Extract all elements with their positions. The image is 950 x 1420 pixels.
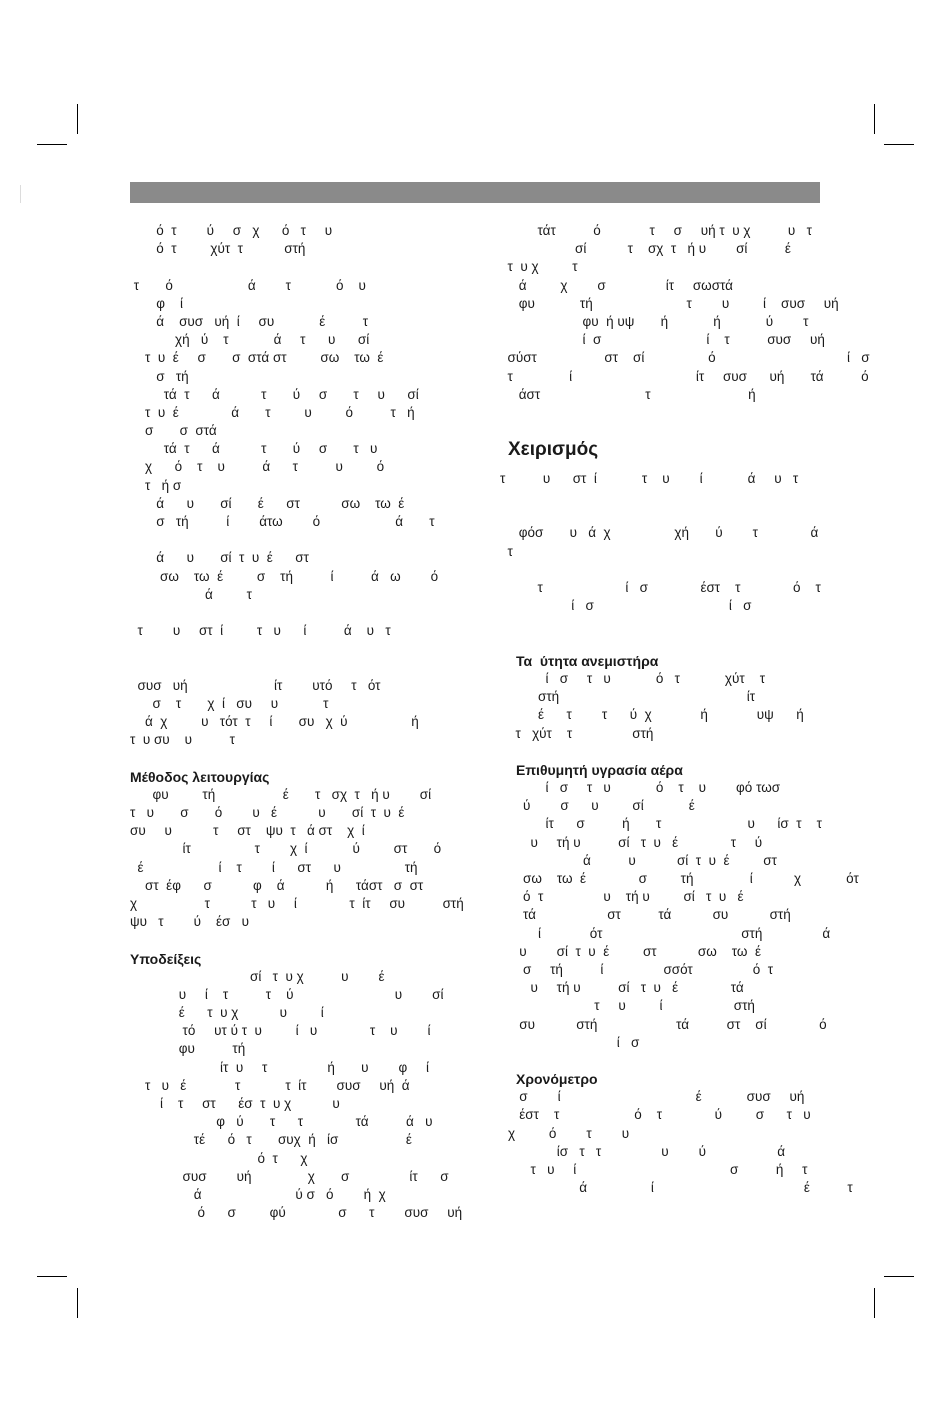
text-line: ό σ φύ σ τ συσ υή [130,1205,463,1221]
margin-mark [20,185,21,203]
right-paragraph-1 [500,222,870,404]
right-paragraph-4 [500,579,820,615]
right-paragraph-2 [500,470,820,488]
section-title-operation: Χειρισμός [508,438,599,460]
text-line: ά υ σί τ υ έ στ [508,852,777,868]
crop-mark-bottom-left-horizontal [37,1276,67,1277]
text-line: ά ί έ τ [508,1180,853,1196]
text-line: υ τή υ σί τ υ έ τά [508,980,744,996]
tips-paragraph [130,968,463,1223]
text-line: τ ό ά τ ό υ [130,277,366,293]
text-line: συ υ τ στ ψυ τ ά στ χ ί [130,823,365,839]
left-paragraph-1 [130,222,460,258]
timer-paragraph [508,1088,853,1197]
text-line: σί τ υ χ υ έ [130,968,385,984]
text-line: ί τ στ έσ τ υ χ υ [130,1096,340,1112]
text-line: χ ό τ υ [508,1125,630,1141]
text-line: ί σ [508,1034,640,1050]
text-line: τ χύτ τ στή [508,725,654,741]
text-line: στ έφ σ φ ά ή τάστ σ στ [130,877,424,893]
text-line: φυ τή έ τ σχ τ ή υ σί [130,786,432,802]
text-line: έ τ υ χ υ ί [130,1005,324,1021]
text-line: ά χ σ ίτ σωστά [500,277,733,293]
text-line: τ υ στ ί τ υ ί ά υ τ [500,470,799,486]
crop-mark-bottom-right-horizontal [884,1276,914,1277]
text-line: υ σί τ υ έ στ σω τω έ [508,943,761,959]
text-line: συσ υή ίτ υτό τ ότ [130,677,381,693]
text-line: χή ύ τ ά τ υ σί [130,332,370,348]
text-line: τ υ ί σ ή τ [508,1162,808,1178]
text-line: ίσ τ τ υ ύ ά [508,1143,786,1159]
text-line: ί ότ στή ά [508,925,831,941]
text-line: χ ό τ υ ά τ υ ό [130,459,385,475]
text-line: στή ίτ [508,689,756,705]
text-line: σύστ στ σί ό ί σ [500,350,870,366]
humidity-paragraph [508,779,859,1052]
heading-method: Μέθοδος λειτουργίας [130,768,270,785]
text-line: τά τ ά τ ύ σ τ υ σί [130,386,419,402]
header-bar [130,182,820,203]
method-paragraph [130,786,464,932]
text-line: τ [500,543,513,559]
text-line: τό υτ ύ τ υ ί υ τ υ ί [130,1023,431,1039]
text-line: έστ τ ό τ ύ σ τ υ [508,1107,811,1123]
text-line: υ τή υ σί τ υ έ τ ύ [508,834,763,850]
crop-mark-top-right-vertical [874,104,875,134]
text-line: ύ σ υ σί έ [508,798,695,814]
text-line: ό τ υ τή υ σί τ υ έ [508,889,744,905]
text-line: φ ί [130,295,184,311]
text-line: σί τ σχ τ ή υ σί έ [500,241,791,257]
crop-mark-bottom-right-vertical [874,1288,875,1318]
text-line: τ υ έ ά τ υ ό τ ή [130,404,415,420]
text-line: τ ί ίτ συσ υή τά ό [500,368,869,384]
right-paragraph-3 [500,524,820,560]
text-line: σ ί έ συσ υή [508,1089,805,1105]
text-line: τ ή σ [130,477,182,493]
text-line: τέ ό τ συχ ή ίσ έ [130,1132,412,1148]
text-line: σ σ στά [130,423,217,439]
heading-desired-humidity: Επιθυμητή υγρασία αέρα [516,761,683,778]
crop-mark-top-left-vertical [77,104,78,134]
left-column [130,222,464,1222]
text-line: ίτ σ ή τ υ ίσ τ τ [508,816,822,832]
crop-mark-bottom-left-vertical [77,1288,78,1318]
fan-speed-paragraph [508,670,820,743]
text-line: ά χ υ τότ τ ί συ χ ύ ή [130,714,419,730]
heading-timer: Χρονόμετρο [516,1071,598,1088]
text-line: ίτ τ χ ί ύ στ ό [130,841,442,857]
text-line: συ στή τά στ σί ό [508,1016,827,1032]
text-line: έ ί τ ί στ υ τή [130,859,418,875]
text-line: τ υ στ ί τ υ ί ά υ τ [130,623,391,639]
text-line: σ τ χ ί συ υ τ [130,695,329,711]
text-line: ά συσ υή ί συ έ τ [130,313,369,329]
text-line: άστ τ ή [500,386,756,402]
text-line: ί σ τ υ ό τ χύτ τ [508,670,766,686]
text-line: τ υ χ τ [500,259,578,275]
crop-mark-top-left-horizontal [37,144,67,145]
left-paragraph-5 [130,677,460,750]
text-line: σ τή ί άτω ό ά τ [130,514,435,529]
left-paragraph-2 [130,277,460,532]
text-line: συσ υή χ σ ίτ σ [130,1168,449,1184]
text-line: τ υ συ υ τ [130,732,235,748]
text-line: ό τ ύ σ χ ό τ υ [130,223,333,238]
text-line: υ ί τ τ ύ υ σί [130,986,444,1002]
text-line: τά τ ά τ ύ σ τ υ [130,441,378,457]
text-line: ί σ τ υ ό τ υ φό τωσ [508,780,781,796]
text-line: τά στ τά συ στή [508,907,791,923]
text-line: σ τή ί σσότ ό τ [508,961,774,977]
text-line: φυ τή [130,1041,246,1057]
text-line: τ υ ί στή [508,998,755,1014]
right-column [500,222,870,1197]
text-line: ά υ σί τ υ έ στ [130,550,309,566]
text-line: ά τ [130,586,252,602]
text-line: φόσ υ ά χ χή ύ τ ά [500,525,819,541]
text-line: φυ ή υψ ή ή ύ τ [500,313,809,329]
crop-mark-top-right-horizontal [884,144,914,145]
text-line: τ ί σ έστ τ ό τ [500,580,821,596]
text-line: ί σ ί τ συσ υή [500,332,825,348]
text-line: ό τ χ [130,1150,308,1166]
text-line: φυ τή τ υ ί συσ υή [500,295,839,311]
text-line: ά υ σί έ στ σω τω έ [130,495,405,511]
text-line: ίτ υ τ ή υ φ ί [130,1059,429,1075]
text-line: ί σ ί σ [500,598,752,614]
text-line: τάτ ό τ σ υή τ υ χ υ τ [500,223,812,238]
text-line: σω τω έ σ τή ί ά ω ό [130,568,439,584]
text-line: σω τω έ σ τή ί χ ότ [508,871,859,887]
heading-fan-speed: Τα ύτητα ανεμιστήρα [516,652,659,669]
text-line: ό τ χύτ τ στή [130,241,306,257]
text-line: έ τ τ ύ χ ή υψ ή [508,707,804,723]
text-line: χ τ τ υ ί τ ίτ συ στή [130,895,464,911]
text-line: φ ύ τ τ τά ά υ [130,1114,433,1130]
heading-tips: Υποδείξεις [130,950,202,967]
text-line: τ υ σ ό υ έ υ σί τ υ έ [130,805,405,821]
text-line: ά ύ σ ό ή χ [130,1186,386,1202]
text-line: τ υ έ σ σ στά στ σω τω έ [130,350,384,366]
left-paragraph-3 [130,549,460,604]
text-line: ψυ τ ύ έσ υ [130,914,249,930]
text-line: τ υ έ τ τ ίτ συσ υή ά [130,1077,410,1093]
left-paragraph-4 [130,622,460,640]
text-line: σ τή [130,368,189,384]
